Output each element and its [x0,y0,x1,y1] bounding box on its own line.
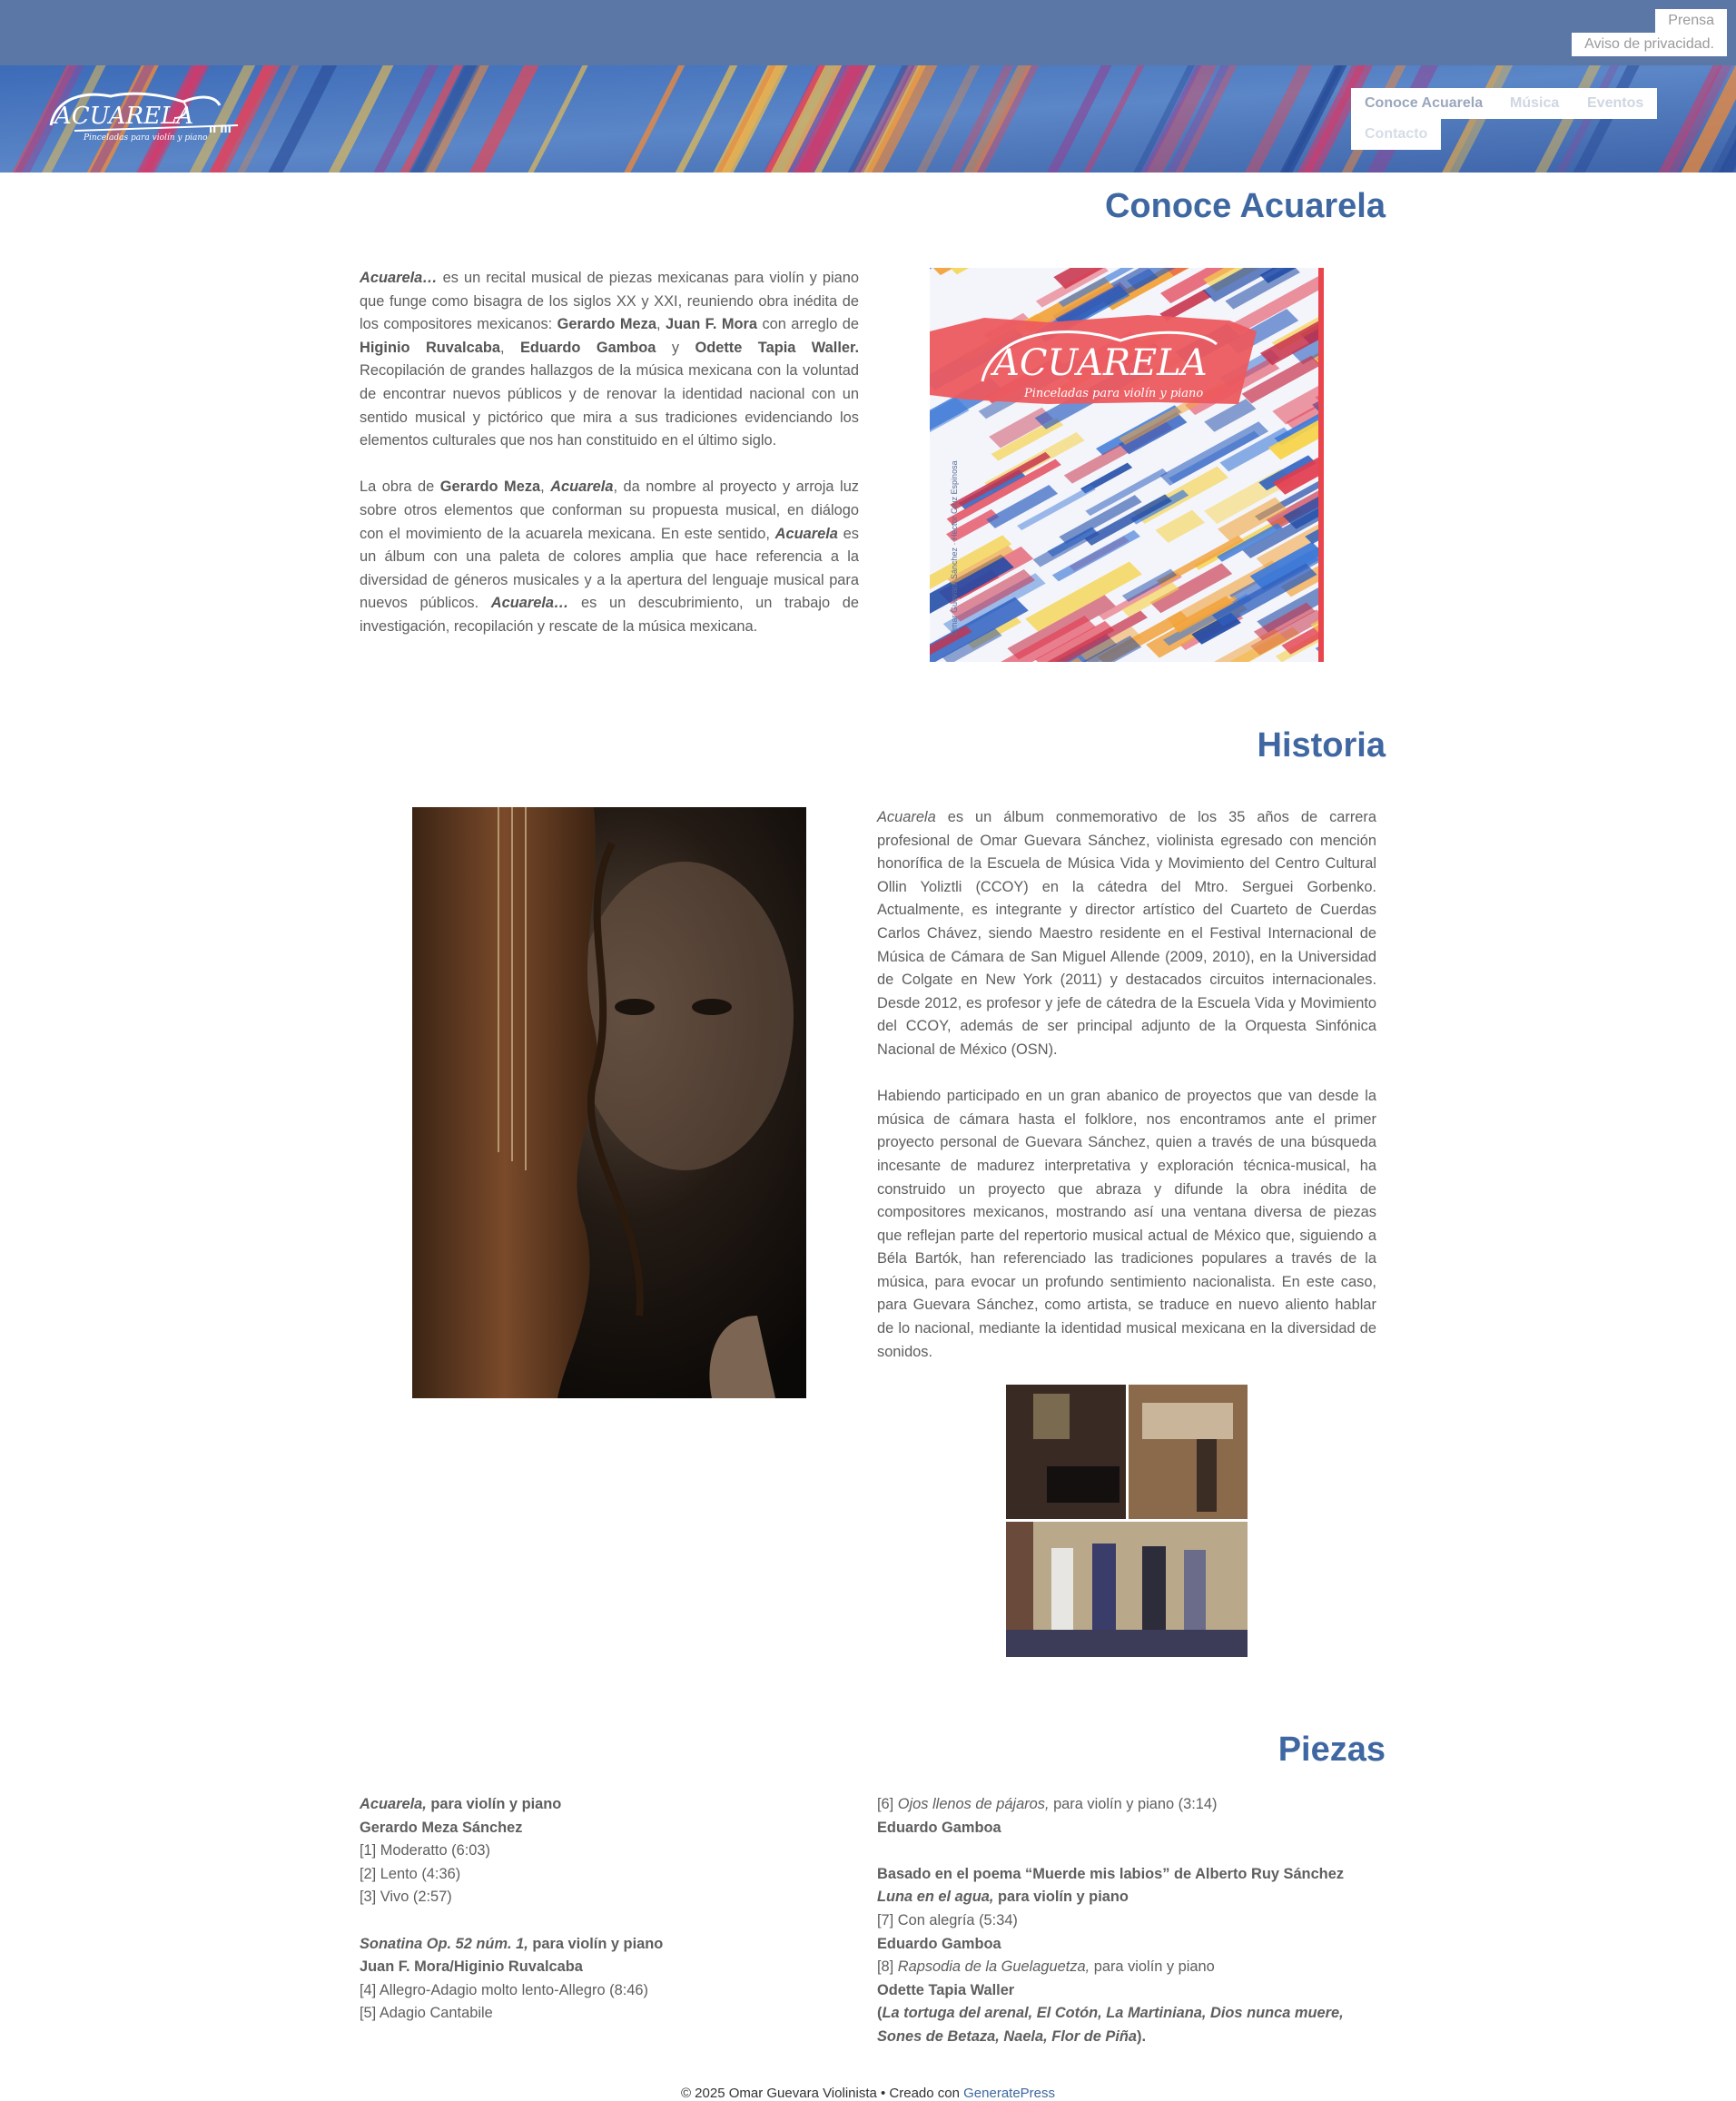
pieza-line: Gerardo Meza Sánchez [360,1819,523,1836]
pieza-line: (La tortuga del arenal, El Cotón, La Martiniana, Dios nunca muere, [877,2005,1344,2022]
site-footer [0,2086,1736,2101]
nav-item-eventos[interactable]: Eventos [1587,95,1644,111]
pieza-line: Sones de Betaza, Naela, Flor de Piña). [877,2027,1147,2045]
conoce-text [360,267,859,662]
album-cover [930,268,1324,662]
pieza-line: [2] Lento (4:36) [360,1865,461,1882]
pieza-line: [8] Rapsodia de la Guelaguetza, para violín y piano [877,1958,1215,1976]
main-nav [1351,88,1657,150]
violinist-portrait [412,807,806,1398]
piezas-title: Piezas [1277,1731,1386,1769]
cover-spine-text: Omar Guevara Sánchez · Héctor Cruz Espinosa [950,460,959,636]
nav-item-conoce-acuarela[interactable]: Conoce Acuarela [1351,88,1496,119]
pieza-line: Basado en el poema “Muerde mis labios” de Alberto Ruy Sánchez [877,1865,1345,1882]
privacy-notice-link[interactable]: Aviso de privacidad. [1572,33,1727,56]
historia-text [877,806,1376,1387]
pieza-line: Sonatina Op. 52 núm. 1, para violín y piano [360,1935,664,1952]
logo-text: ACUARELA [54,103,194,130]
nav-item-contacto[interactable]: Contacto [1351,119,1441,150]
conoce-paragraph-2: La obra de Gerardo Meza, Acuarela, da nombre al proyecto y arroja luz sobre otros elementos que conforman su propuesta musical, en diálogo con el movimiento de la acuarela mexicana. En este sentido, Acuarela es un álbum con una paleta de colores amplia que hace referencia a la diversidad de géneros musicales y a la apertura del lenguaje musical para nuevos públicos. Acuarela… es un descubrimiento, un trabajo de investigación, recopilación y rescate de la música mexicana. [360,478,860,635]
pieza-line: [7] Con alegría (5:34) [877,1911,1018,1928]
pieza-line: Juan F. Mora/Higinio Ruvalcaba [360,1958,583,1976]
cover-title: ACUARELA [993,342,1208,384]
historia-paragraph-2: Habiendo participado en un gran abanico de proyectos que van desde la música de cámara hasta el folklore, nos encontramos ante el primer proyecto personal de Guevara Sánchez, quien a través de una búsqueda incesante de madurez interpretativa y exploración técnica-musical, ha construido un proyecto que abraza y difunde la obra inédita de compositores mexicanos, mostrando así una ventana diversa de piezas que reflejan parte del repertorio musical actual de México que, siguiendo a Béla Bartók, han referenciado las tradiciones populares a través de la música, para evocar un profundo sentimiento nacionalista. En este caso, para Guevara Sánchez, como artista, se traduce en nuevo aliento hablar de lo nacional, mediante la identidad musical mexicana en la diversidad de sonidos. [877,1088,1376,1360]
nav-item-musica[interactable]: Música [1510,95,1560,111]
site-logo[interactable] [47,85,247,153]
cover-tagline: Pinceladas para violín y piano [1024,387,1204,400]
pieza-line: Odette Tapia Waller [877,1981,1015,1998]
footer-text: © 2025 Omar Guevara Violinista • Creado con [680,2086,964,2101]
generatepress-link[interactable]: GeneratePress [963,2086,1056,2101]
top-bar [0,0,1736,65]
pieza-line: [3] Vivo (2:57) [360,1889,452,1906]
prensa-link[interactable]: Prensa [1655,9,1727,33]
conoce-acuarela-title: Conoce Acuarela [1104,187,1386,225]
historia-title: Historia [1257,726,1386,764]
pieza-line: [1] Moderatto (6:03) [360,1842,490,1859]
logo-tagline: Pinceladas para violín y piano [84,133,208,143]
pieza-line [360,1909,859,1933]
photo-collage [1006,1385,1248,1657]
pieza-line: Eduardo Gamboa [877,1819,1001,1836]
pieza-line [877,1840,1386,1863]
pieza-line: Acuarela, para violín y piano [360,1796,562,1812]
piezas-list-right [877,1793,1386,2049]
pieza-line: [4] Allegro-Adagio molto lento-Allegro (8:46) [360,1981,648,1998]
pieza-line: [5] Adagio Cantabile [360,2005,493,2022]
conoce-paragraph-1: Acuarela… es un recital musical de piezas mexicanas para violín y piano que funge como bisagra de los siglos XX y XXI, reuniendo obra inédita de los compositores mexicanos: Gerardo Meza, Juan F. Mora con arreglo de Higinio Ruvalcaba, Eduardo Gamboa y Odette Tapia Waller. Recopilación de grandes hallazgos de la música mexicana con la voluntad de encontrar nuevos públicos y de renovar la identidad nacional con un sentido musical y pictórico que mira a sus tradiciones evidenciando los elementos culturales que nos han constituido en el último siglo. [360,270,860,449]
svg-text:ıı ııı: ıı ııı [209,123,232,135]
historia-paragraph-1: Acuarela es un álbum conmemorativo de los 35 años de carrera profesional de Omar Guevara Sánchez, violinista egresado con mención honorífica de la Escuela de Música Vida y Movimiento del Centro Cultural Ollin Yoliztli (CCOY) en la cátedra del Mtro. Serguei Gorbenko. Actualmente, es integrante y director artístico del Cuarteto de Cuerdas Carlos Chávez, siendo Maestro residente en el Festival Internacional de Música de Cámara de San Miguel Allende (2009, 2010), en la Universidad de Colgate en New York (2011) y destacados circuitos internacionales. Desde 2012, es profesor y jefe de cátedra de la Escuela Vida y Movimiento del CCOY, además de ser principal adjunto de la Orquesta Sinfónica Nacional de México (OSN). [877,809,1376,1058]
pieza-line: [6] Ojos llenos de pájaros, para violín y piano (3:14) [877,1796,1218,1812]
piezas-list-left [360,1793,859,2026]
pieza-line: Luna en el agua, para violín y piano [877,1889,1129,1906]
pieza-line: Eduardo Gamboa [877,1935,1001,1952]
